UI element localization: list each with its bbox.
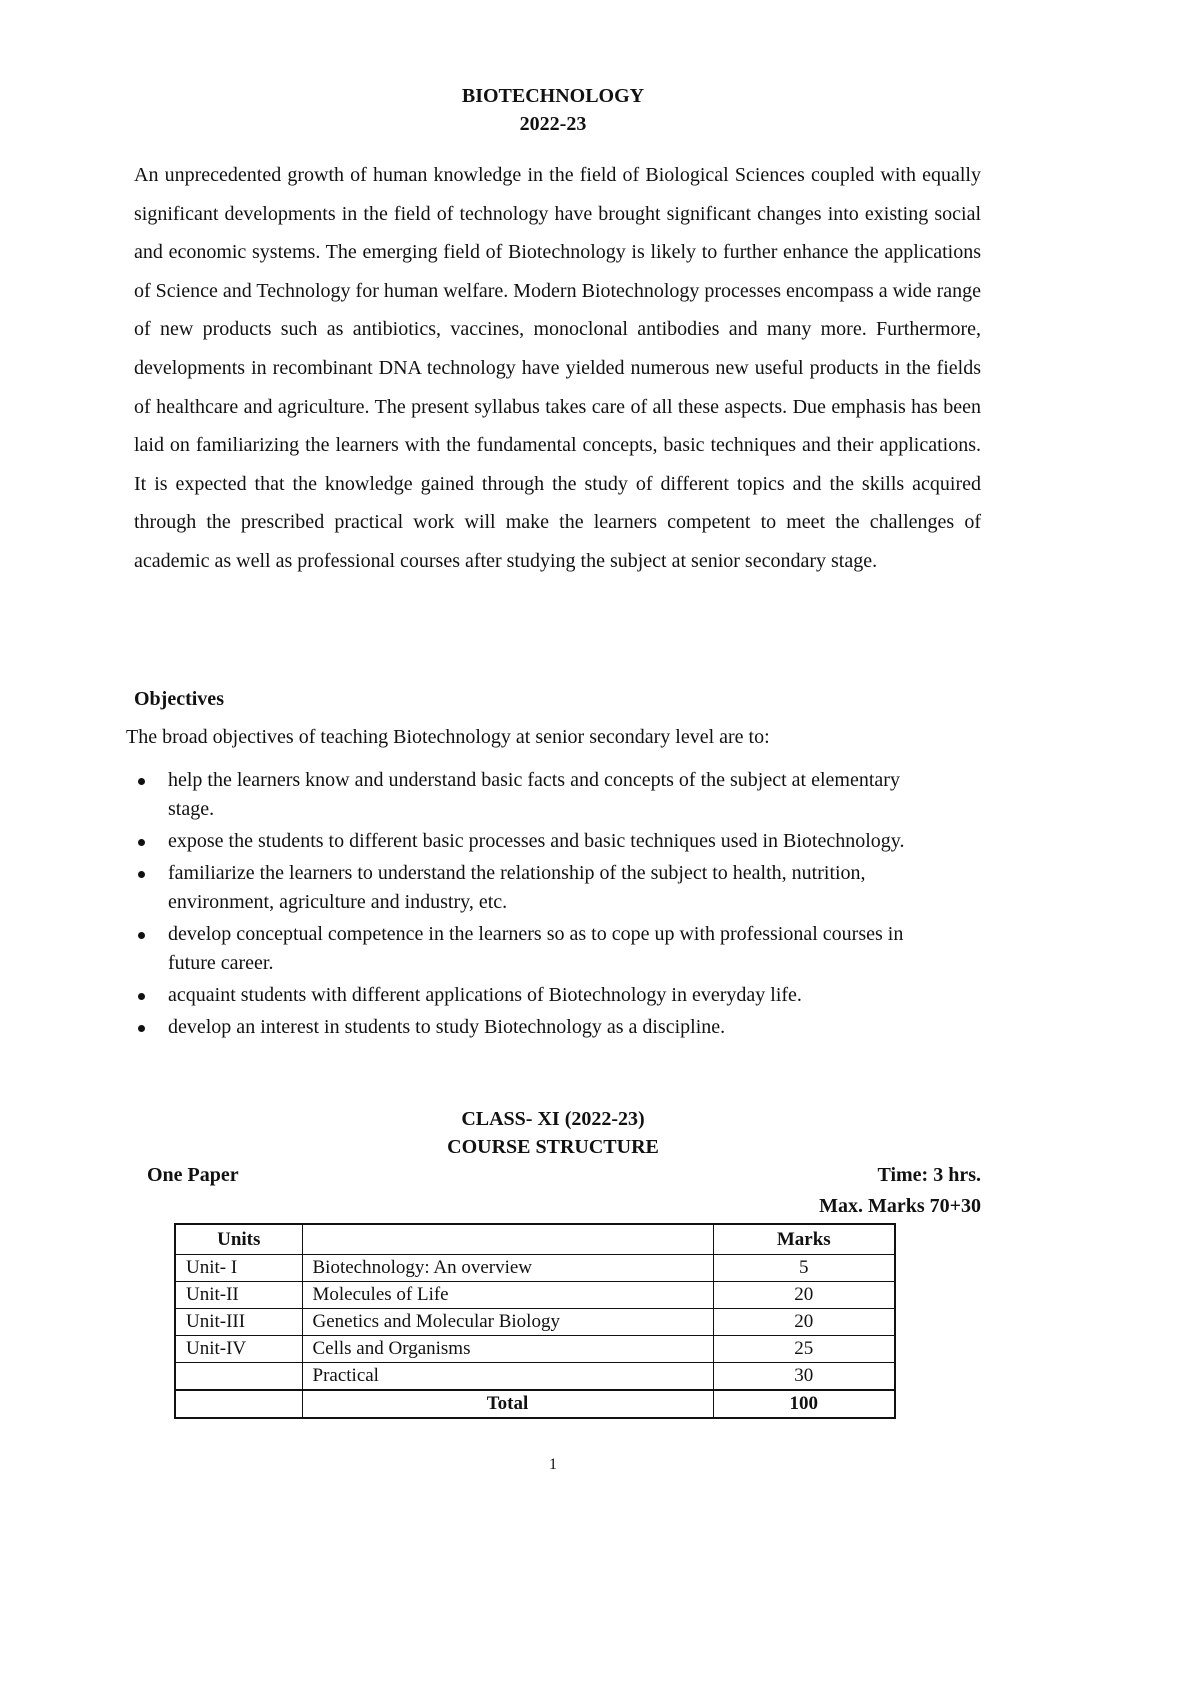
list-item bbox=[134, 981, 944, 1010]
marks-cell: 20 bbox=[713, 1282, 895, 1309]
objectives-list bbox=[134, 766, 944, 1045]
bullet-icon bbox=[138, 993, 145, 1000]
item-text: develop an interest in students to study Biotechnology as a discipline. bbox=[168, 1016, 726, 1038]
document-title: BIOTECHNOLOGY bbox=[461, 85, 645, 107]
topic-cell: Biotechnology: An overview bbox=[302, 1255, 713, 1282]
bullet-icon bbox=[138, 932, 145, 939]
item-text: develop conceptual competence in the learners so as to cope up with professional courses in future career. bbox=[168, 923, 904, 974]
table-row bbox=[175, 1336, 895, 1363]
topic-cell: Practical bbox=[302, 1363, 713, 1391]
table-row bbox=[175, 1282, 895, 1309]
document-year: 2022-23 bbox=[519, 113, 587, 135]
marks-cell: 25 bbox=[713, 1336, 895, 1363]
paper-label: One Paper bbox=[147, 1164, 239, 1186]
unit-cell bbox=[175, 1363, 302, 1391]
page-number: 1 bbox=[549, 1456, 557, 1473]
item-text: acquaint students with different applications of Biotechnology in everyday life. bbox=[168, 984, 802, 1006]
table-row bbox=[175, 1309, 895, 1336]
unit-cell: Unit-IV bbox=[175, 1336, 302, 1363]
total-value: 100 bbox=[713, 1390, 895, 1418]
item-text: familiarize the learners to understand the relationship of the subject to health, nutrition, environment, agriculture and industry, etc. bbox=[168, 862, 866, 913]
objectives-intro: The broad objectives of teaching Biotechnology at senior secondary level are to: bbox=[126, 726, 770, 748]
marks-cell: 5 bbox=[713, 1255, 895, 1282]
marks-cell: 30 bbox=[713, 1363, 895, 1391]
bullet-icon bbox=[138, 839, 145, 846]
list-item bbox=[134, 827, 944, 856]
list-item bbox=[134, 920, 944, 978]
objectives-heading: Objectives bbox=[134, 688, 224, 710]
marks-cell: 20 bbox=[713, 1309, 895, 1336]
max-marks-label: Max. Marks 70+30 bbox=[819, 1195, 981, 1217]
unit-cell: Unit-III bbox=[175, 1309, 302, 1336]
class-heading: CLASS- XI (2022-23) bbox=[461, 1108, 645, 1130]
total-label: Total bbox=[302, 1390, 713, 1418]
bullet-icon bbox=[138, 778, 145, 785]
item-text: expose the students to different basic processes and basic techniques used in Biotechnology. bbox=[168, 830, 905, 852]
topic-cell: Genetics and Molecular Biology bbox=[302, 1309, 713, 1336]
list-item bbox=[134, 1013, 944, 1042]
bullet-icon bbox=[138, 871, 145, 878]
header-topic bbox=[302, 1224, 713, 1255]
bullet-icon bbox=[138, 1025, 145, 1032]
list-item bbox=[134, 766, 944, 824]
table-header bbox=[175, 1224, 895, 1255]
time-label: Time: 3 hrs. bbox=[877, 1164, 981, 1186]
intro-paragraph: An unprecedented growth of human knowledge in the field of Biological Sciences coupled with equally significant developments in the field of technology have brought significant changes into existing social and economic systems. The emerging field of Biotechnology is likely to further enhance the applications of Science and Technology for human welfare. Modern Biotechnology processes encompass a wide range of new products such as antibiotics, vaccines, monoclonal antibodies and many more. Furthermore, developments in recombinant DNA technology have yielded numerous new useful products in the fields of healthcare and agriculture. The present syllabus takes care of all these aspects. Due emphasis has been laid on familiarizing the learners with the fundamental concepts, basic techniques and their applications. It is expected that the knowledge gained through the study of different topics and the skills acquired through the prescribed practical work will make the learners competent to meet the challenges of academic as well as professional courses after studying the subject at senior secondary stage. bbox=[134, 164, 981, 572]
header-marks: Marks bbox=[713, 1224, 895, 1255]
unit-cell: Unit-II bbox=[175, 1282, 302, 1309]
course-table bbox=[174, 1223, 896, 1419]
unit-cell: Unit- I bbox=[175, 1255, 302, 1282]
header-units: Units bbox=[175, 1224, 302, 1255]
course-structure-heading: COURSE STRUCTURE bbox=[447, 1136, 659, 1158]
table-row bbox=[175, 1255, 895, 1282]
topic-cell: Cells and Organisms bbox=[302, 1336, 713, 1363]
item-text: help the learners know and understand basic facts and concepts of the subject at elementary stage. bbox=[168, 769, 900, 820]
topic-cell: Molecules of Life bbox=[302, 1282, 713, 1309]
list-item bbox=[134, 859, 944, 917]
table-row bbox=[175, 1363, 895, 1391]
total-row bbox=[175, 1390, 895, 1418]
empty-cell bbox=[175, 1390, 302, 1418]
